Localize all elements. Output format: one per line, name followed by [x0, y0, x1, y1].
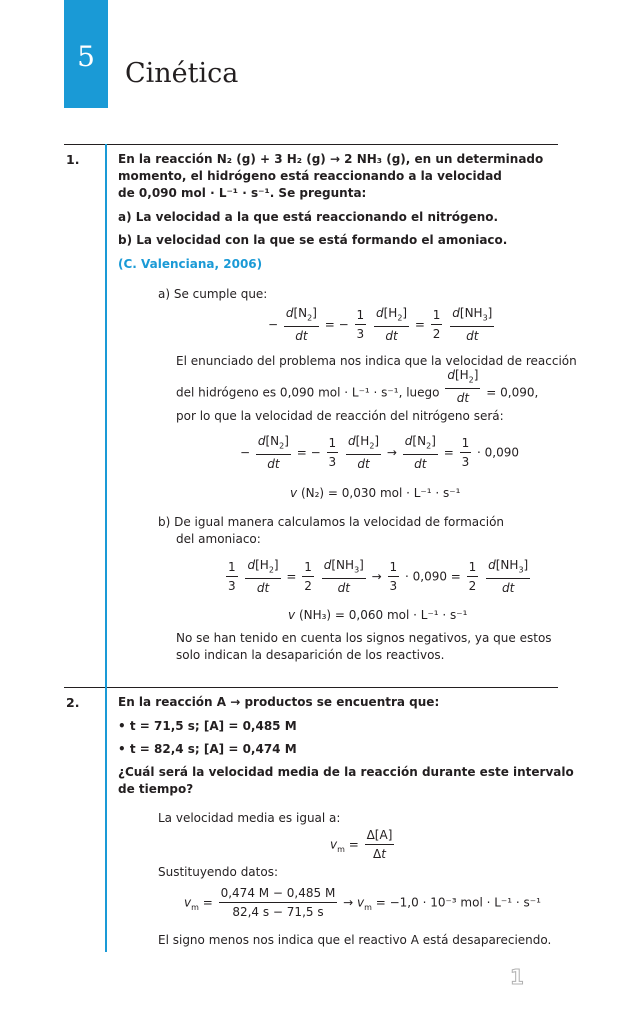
solution-b-note-1: No se han tenido en cuenta los signos negativos, ya que estos — [176, 631, 552, 645]
problem-1-vertical-rule — [105, 144, 107, 687]
solution-a-text-1: El enunciado del problema nos indica que la velocidad de reacción — [176, 354, 577, 368]
problem-2-vertical-rule — [105, 687, 107, 952]
chapter-number: 5 — [77, 40, 95, 73]
equation-mean-rate: $v_m$ = $\frac{\Delta[A]}{\Delta t}$ — [330, 828, 393, 861]
solution-a-result-value: (N₂) = 0,030 mol · L⁻¹ · s⁻¹ — [300, 486, 461, 500]
solution-a-text-3: por lo que la velocidad de reacción del nitrógeno será: — [176, 409, 504, 423]
solution-b-result-value: (NH₃) = 0,060 mol · L⁻¹ · s⁻¹ — [298, 608, 468, 622]
problem-2-solution-text-2: Sustituyendo datos: — [158, 865, 278, 879]
equation-rate-relation: − $\frac{d[N_2]}{dt}$ = − $\frac{1}{3}$ $\frac{d[H_2]}{dt}$ = $\frac{1}{2}$ $\frac{d[NH_3]}{dt}$ — [268, 306, 493, 344]
problem-2-question-line-1: ¿Cuál será la velocidad media de la reacción durante este intervalo — [118, 765, 574, 779]
solution-b-intro-1: b) De igual manera calculamos la velocidad de formación — [158, 515, 505, 529]
problem-2-question-line-2: de tiempo? — [118, 782, 194, 796]
problem-2-bullet-1: • t = 71,5 s; [A] = 0,485 M — [118, 719, 297, 733]
problem-2-number: 2. — [66, 695, 80, 710]
substitution-result: = −1,0 · 10⁻³ mol · L⁻¹ · s⁻¹ — [375, 895, 541, 910]
chapter-title: Cinética — [125, 58, 239, 89]
solution-a-intro: a) Se cumple que: — [158, 287, 268, 301]
problem-1-number: 1. — [66, 152, 80, 167]
substitution-numerator: 0,474 M − 0,485 M — [219, 886, 338, 903]
page-number: 1 — [510, 965, 524, 989]
problem-2-solution-text-1: La velocidad media es igual a: — [158, 811, 341, 825]
problem-1-divider — [64, 144, 558, 145]
problem-1-source: (C. Valenciana, 2006) — [118, 257, 263, 271]
problem-1-statement-line-3: de 0,090 mol · L⁻¹ · s⁻¹. Se pregunta: — [118, 186, 367, 200]
solution-a-text-2-value: = 0,090, — [486, 385, 539, 400]
solution-b-note-2: solo indican la desaparición de los reactivos. — [176, 648, 445, 662]
solution-b-intro-2: del amoniaco: — [176, 532, 261, 546]
problem-1-question-a: a) La velocidad a la que está reaccionando el nitrógeno. — [118, 210, 499, 224]
substitution-denominator: 82,4 s − 71,5 s — [232, 905, 324, 919]
solution-b-result: v (NH₃) = 0,060 mol · L⁻¹ · s⁻¹ — [288, 608, 468, 622]
equation-nitrogen-rate: − $\frac{d[N_2]}{dt}$ = − $\frac{1}{3}$ $\frac{d[H_2]}{dt}$ → $\frac{d[N_2]}{dt}$ = $\frac{1}{3}$ · 0,090 — [240, 434, 519, 472]
equation-mean-rate-substitution: $v_m$ = $\frac{0,474 M - 0,485 M}{82,4 s - 71,5 s}$ → $v_m = -1,0 \cdot 10^{-3}$ mol · L⁻¹ · s⁻¹ — [184, 886, 541, 919]
problem-2-statement: En la reacción A → productos se encuentra que: — [118, 695, 440, 709]
solution-a-result: v (N₂) = 0,030 mol · L⁻¹ · s⁻¹ — [290, 486, 461, 500]
problem-2-solution-text-3: El signo menos nos indica que el reactivo A está desapareciendo. — [158, 933, 552, 947]
problem-1-question-b: b) La velocidad con la que se está formando el amoniaco. — [118, 233, 508, 247]
equation-ammonia-rate: $\frac{1}{3}$ $\frac{d[H_2]}{dt}$ = $\frac{1}{2}$ $\frac{d[NH_3]}{dt}$ → $\frac{1}{3}$ · 0,090 = $\frac{1}{2}$ $\frac{d[NH_3]}{dt}$ — [228, 558, 529, 596]
solution-a-text-2: del hidrógeno es 0,090 mol · L⁻¹ · s⁻¹, luego $\frac{d[H_2]}{dt}$ = 0,090, — [176, 368, 539, 406]
problem-1-statement-line-2: momento, el hidrógeno está reaccionando a la velocidad — [118, 169, 502, 183]
problem-2-divider — [64, 687, 558, 688]
problem-1-statement-line-1: En la reacción N₂ (g) + 3 H₂ (g) → 2 NH₃ (g), en un determinado — [118, 152, 544, 166]
problem-2-bullet-2: • t = 82,4 s; [A] = 0,474 M — [118, 742, 297, 756]
solution-a-text-2-start: del hidrógeno es 0,090 mol · L⁻¹ · s⁻¹, luego — [176, 385, 440, 400]
